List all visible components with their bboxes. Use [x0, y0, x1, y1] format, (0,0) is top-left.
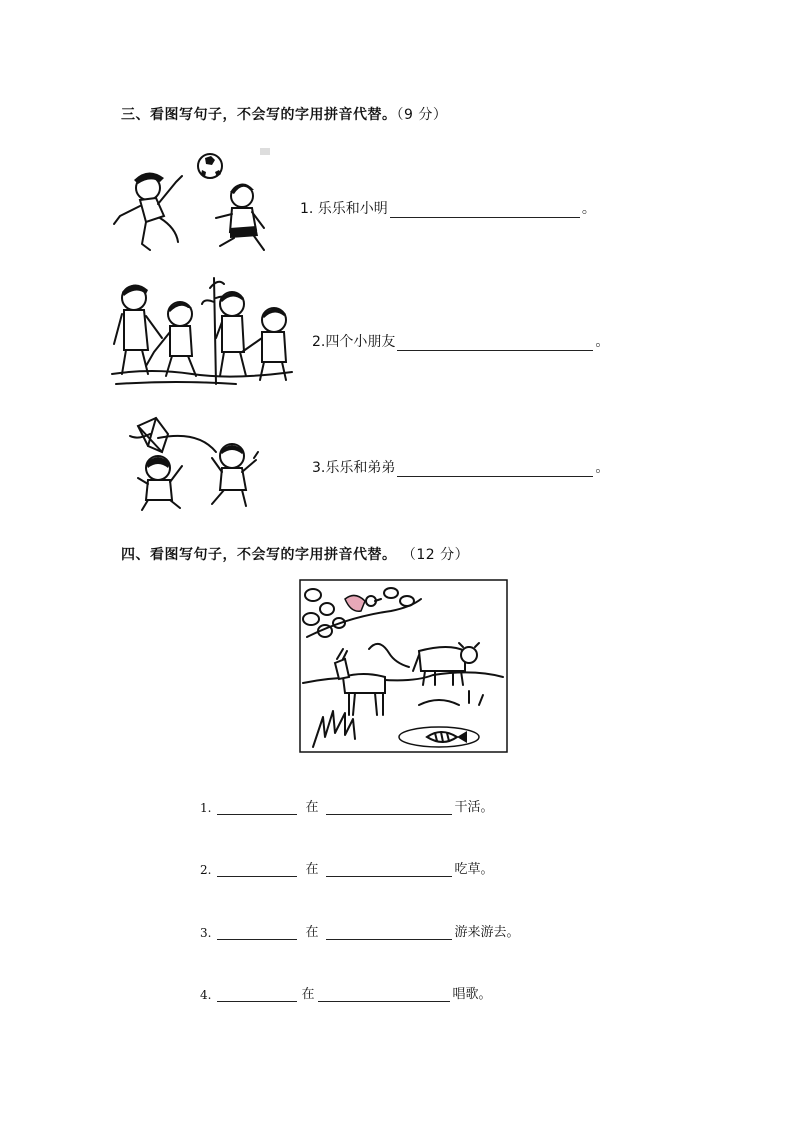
s4-q3-subject-blank[interactable]: [217, 925, 297, 940]
s4-q1-number: 1.: [200, 801, 212, 815]
s4-q2-end: 吃草。: [454, 862, 494, 877]
s3-q3-suffix: 。: [595, 460, 610, 476]
s4-question-2: [200, 858, 493, 877]
s4-q4-number: 4.: [200, 988, 212, 1002]
s4-q4-subject-blank[interactable]: [217, 987, 297, 1002]
kite-kids-icon: [128, 412, 268, 512]
section3-title: 三、看图写句子，不会写的字用拼音代替。: [121, 107, 397, 123]
s3-question-1: [300, 198, 596, 218]
s4-q3-number: 3.: [200, 926, 212, 940]
section4-score: （12 分）: [401, 547, 470, 563]
s4-q1-subject-blank[interactable]: [217, 800, 297, 815]
s3-q1-answer-blank[interactable]: [390, 203, 580, 218]
s3-q1-suffix: 。: [581, 201, 596, 217]
section4-heading: [121, 544, 469, 564]
s4-q4-mid: 在: [301, 987, 315, 1002]
tree-planting-kids-icon: [110, 274, 295, 392]
s4-q3-place-blank[interactable]: [326, 925, 452, 940]
section3-score: （9 分）: [396, 107, 448, 123]
s3-q3-answer-blank[interactable]: [397, 462, 593, 477]
s3-q1-prefix: 1. 乐乐和小明: [300, 201, 388, 217]
animal-scene-icon: [299, 579, 508, 753]
s4-q2-place-blank[interactable]: [326, 862, 452, 877]
s3-q2-suffix: 。: [595, 334, 610, 350]
s4-q1-mid: 在: [305, 800, 319, 815]
s4-q4-end: 唱歌。: [452, 987, 492, 1002]
s3-question-3: [312, 457, 609, 477]
s4-q4-place-blank[interactable]: [318, 987, 450, 1002]
soccer-kids-icon: [110, 148, 280, 258]
s4-q3-end: 游来游去。: [454, 925, 520, 940]
s4-question-3: [200, 921, 519, 940]
s3-q2-answer-blank[interactable]: [397, 336, 593, 351]
s4-q2-number: 2.: [200, 863, 212, 877]
s3-q3-prefix: 3.乐乐和弟弟: [312, 460, 396, 476]
s4-q2-mid: 在: [305, 862, 319, 877]
s4-question-4: [200, 983, 491, 1002]
s4-q1-end: 干活。: [454, 800, 494, 815]
s3-q2-prefix: 2.四个小朋友: [312, 334, 396, 350]
s4-question-1: [200, 796, 493, 815]
s3-question-2: [312, 331, 609, 351]
s4-q2-subject-blank[interactable]: [217, 862, 297, 877]
section3-heading: [121, 104, 447, 124]
section4-title: 四、看图写句子，不会写的字用拼音代替。: [121, 547, 397, 563]
s4-q3-mid: 在: [305, 925, 319, 940]
s4-q1-place-blank[interactable]: [326, 800, 452, 815]
